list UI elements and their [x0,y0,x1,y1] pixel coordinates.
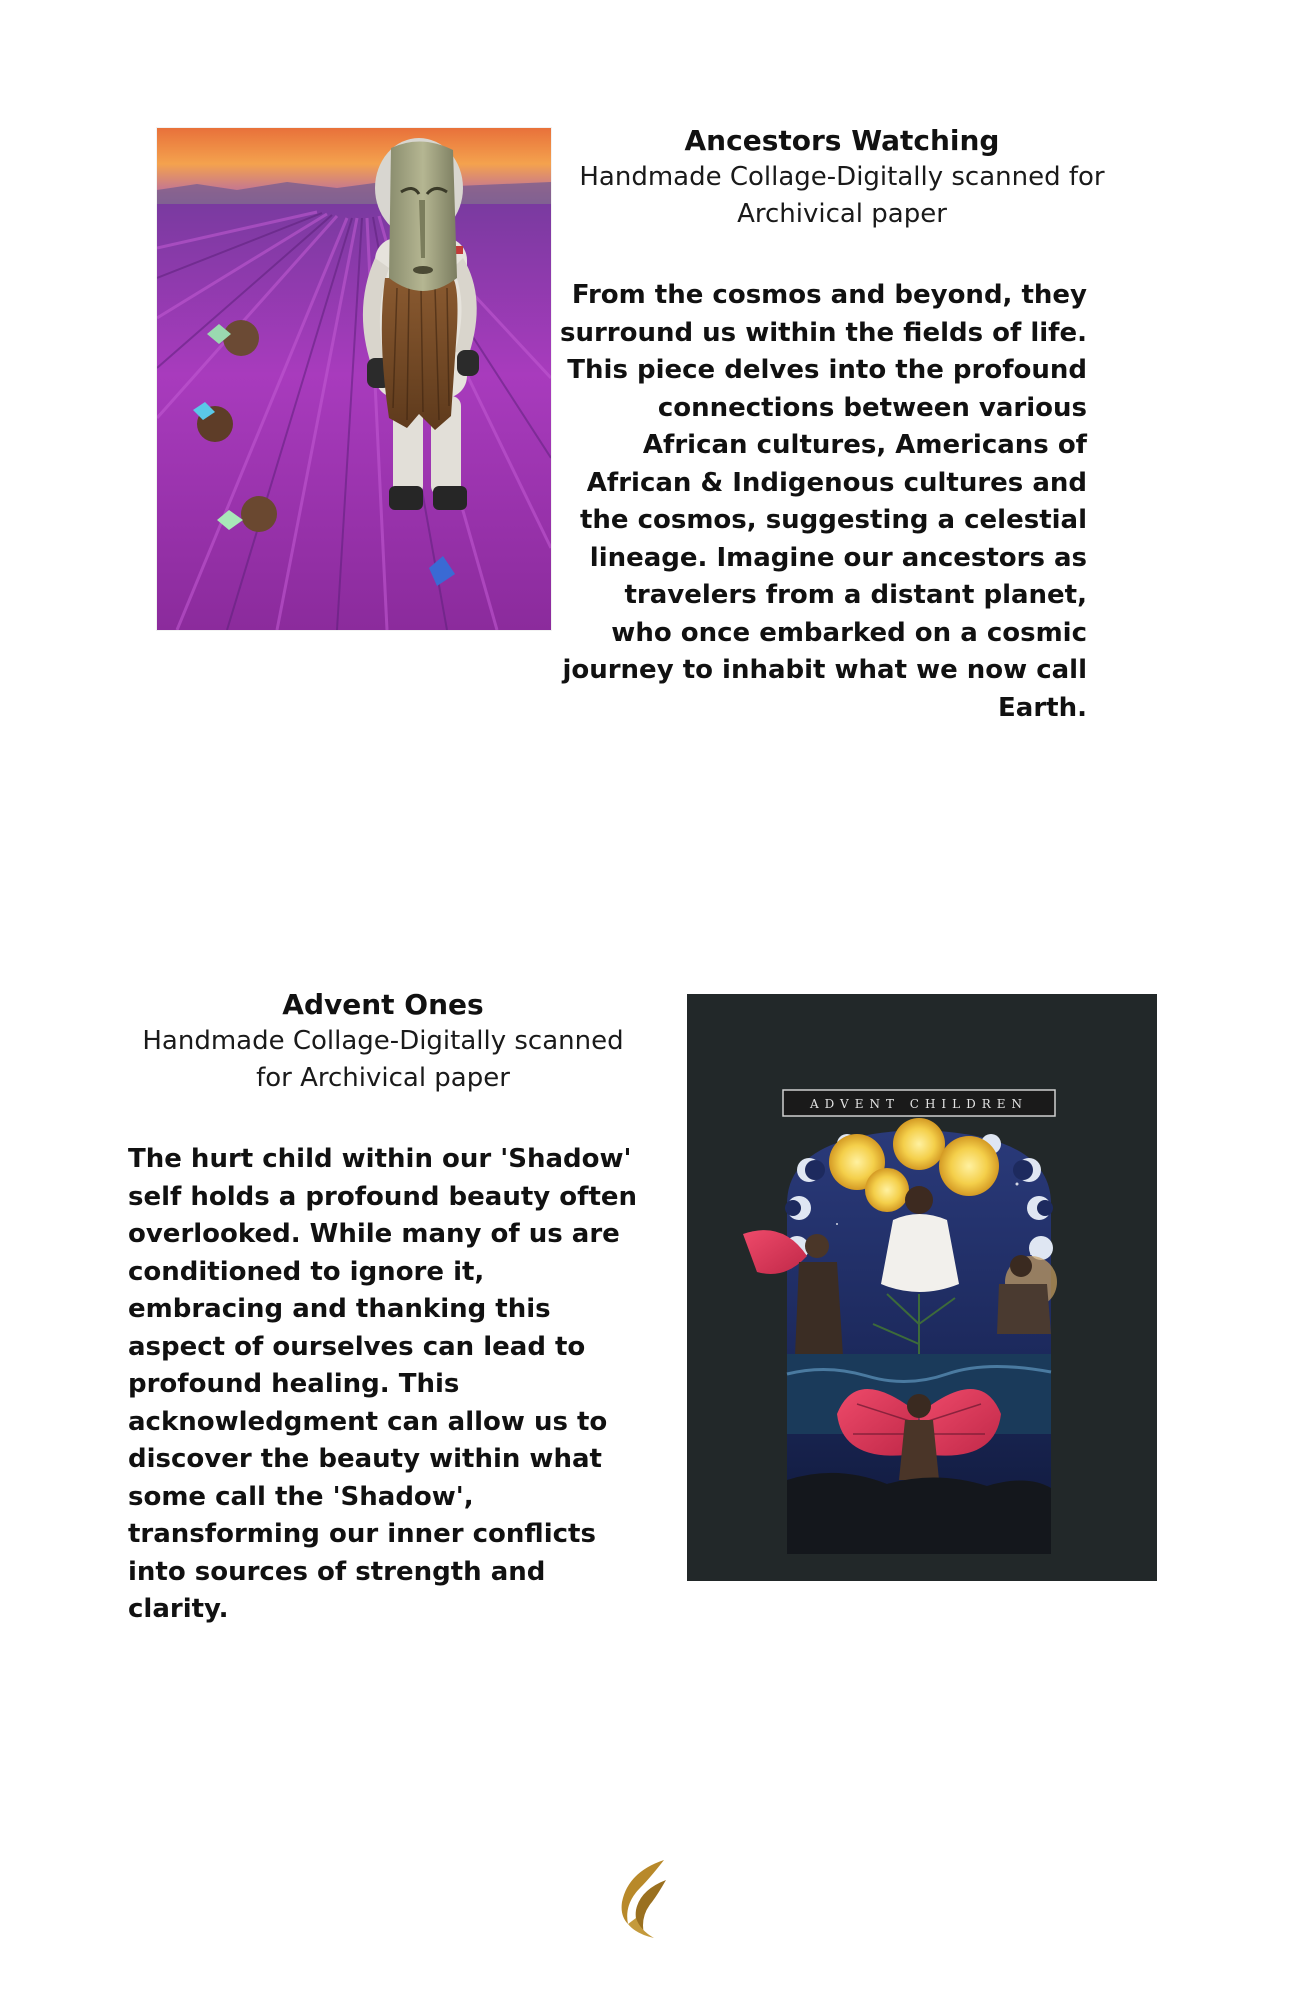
lavender-field-collage-image [157,128,551,630]
artwork-title: Advent Ones [282,988,484,1021]
artwork-description: From the cosmos and beyond, they surround us within the fields of life. This piece delves into the profound connections between various African cultures, Americans of African & Indigenous cultures and the cosmos, suggesting a celestial lineage. Imagine our ancestors as travelers from a distant planet, who once embarked on a cosmic journey to inhabit what we now call Earth. [560,280,1088,723]
ancestors-watching-artwork [157,128,551,630]
artwork-banner-text: ADVENT CHILDREN [809,1097,1029,1111]
advent-ones-text-block [128,987,648,1629]
artwork-medium: Handmade Collage-Digitally scanned for Archivical paper [142,1026,624,1093]
artwork-medium: Handmade Collage-Digitally scanned for Archivical paper [579,162,1105,229]
feather-swoosh-logo-icon [614,1858,670,1940]
artwork-description: The hurt child within our 'Shadow' self holds a profound beauty often overlooked. While many of us are conditioned to ignore it, embracing and thanking this aspect of ourselves can lead to profound healing. This acknowledgment can allow us to discover the beauty within what some call the 'Shadow', transforming our inner conflicts into sources of strength and clarity. [128,1144,638,1624]
ancestors-watching-text-block [560,123,1105,727]
advent-ones-artwork [687,994,1157,1581]
artwork-title: Ancestors Watching [684,124,1000,157]
advent-children-collage-image [687,994,1157,1581]
logo-mark [614,1858,670,1940]
